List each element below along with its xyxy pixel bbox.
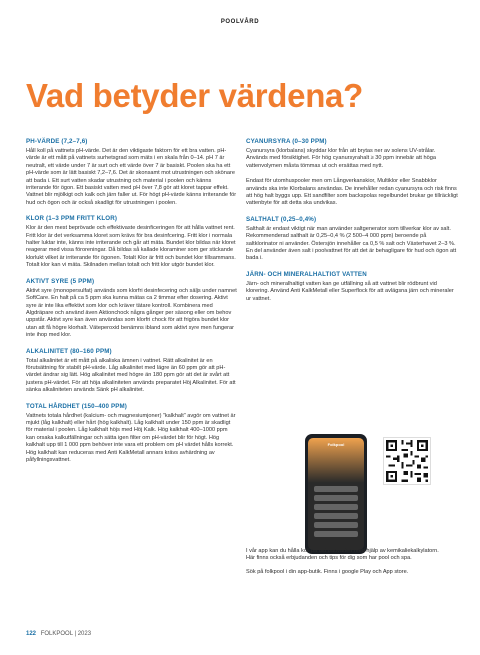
- outdoor-note-block: [246, 178, 458, 208]
- ph-block: [26, 138, 238, 207]
- left-column: [26, 138, 238, 472]
- block-text: Aktivt syre (monopersulfat) används som klorfri desinfecering och säljs under namnet SoftCare. En halt på ca 5 ppm ska kunna mätas ca 2 timmar efter dosering. Aktivt syre är inte lika effektivt som klor och kräver tätare kontroll. Kombinera med Algdräpare och använd även Aktionchock några gånger per säsong eller om behov uppstår. Aktivt syre kan även användas som klorfri chock för att frigöra bundet klor utan att få högre klorhalt. Väteperoxid benämns ibland som aktivt syre men fungerar inte ihop med klor.: [26, 287, 237, 339]
- phone-menu-row: [314, 522, 358, 528]
- block-heading: ALKALINITET (80–160 PPM): [26, 347, 112, 355]
- block-text: Håll koll på vattnets pH-värde. Det är den viktigaste faktorn för ett bra vatten. pH-värde är ett mått på vattnets surhetsgrad som mäts i en skala från 0–14. pH 7 är neutralt, ett värde under 7 är surt och ett värde över 7 är basiskt. Poolen ska ha ett pH-värde som är lätt basiskt 7,2–7,6. Det är skonsamt mot utrustningen och skönare att bada i. Ett surt vatten skadar utrustning och material i poolen och känns irriterande för ögon. Ett basiskt vatten med pH över 7,8 gör att kloret tappar effekt. Vattnet blir mjölkigt och kalk och järn faller ut. För högt pH-värde känns irriterande för hud och ögon och är också skadligt för utrustningen i poolen.: [26, 148, 237, 206]
- block-text: Endast för utomhuspooler men om Långverkanskior, Multiklor eller Snabbklor används ska inte Klorbalans användas. De innehåller redan cyanursyra och risk finns att hög halt byggs upp. Ett sandfilter som backspolas regelbundet brukar ge tillräckligt vattenbyte för att detta ska undvikas.: [246, 178, 458, 207]
- app-promo-text: [246, 548, 446, 582]
- phone-menu-row: [314, 486, 358, 492]
- block-heading: AKTIVT SYRE (5 PPM): [26, 277, 95, 285]
- phone-app-image: [305, 434, 367, 554]
- block-heading: JÄRN- OCH MINERALHALTIGT VATTEN: [246, 270, 367, 278]
- block-text: Vattnets totala hårdhet (kalcium- och magnesiumjoner) ”kalkhalt” avgör om vattnet är mjukt (låg kalkhalt) eller hårt (hög kalkhalt). Låg kalkhalt under 150 ppm är skadligt för material i poolen. Låg kalkhalt höjs med Höj Kalk. Hög kalkhalt 400–1000 ppm kan orsaka kalkutfällningar och sätta igen filter om pH-värdet blir för högt. Hög kalkhalt upp till 1 000 ppm behöver inte vara ett problem om pH värdet hålls korrekt. Hög kalkhalt kan reduceras med Anti KalkMetall annars krävs avhärdning av påfyllningsvattnet.: [26, 412, 236, 463]
- block-text: Cyanursyra (klorbalans) skyddar klor från att brytas ner av solens UV-strålar. Används med försiktighet. För hög cyanursyrahalt ≥ 30 ppm innebär att höga vattenvolymen måsta tömmas ut och ersättas med nytt.: [246, 148, 436, 169]
- app-promo-line: I vår app kan du hålla koll på ditt badvatten med hjälp av kemikaliekalkylatorn. Här finns också erbjudanden och tips för dig som har pool och spa.: [246, 548, 439, 562]
- phone-menu-row: [314, 495, 358, 501]
- page-footer: [26, 631, 91, 637]
- section-tag: POOLVÅRD: [220, 19, 260, 25]
- block-text: Total alkalinitet är ett mått på alkaliska ämnen i vattnet. Rätt alkalinitet är en förutsättning för stabilt pH-värde. Låg alkalinitet med lägre än 60 ppm gör att pH-värdet ändrar sig lätt. Hög alkalinitet med högre än 180 ppm gör att det är svårt att justera pH-värdet. För att höja alkaliniteten används preparatet Höj Alkalinitet. För att sänka alkaliniteten används Sänk pH alkalinitet.: [26, 357, 236, 394]
- headline: Vad betyder värdena?: [26, 77, 363, 114]
- phone-menu-row: [314, 531, 358, 537]
- page-number: 122: [26, 631, 37, 637]
- salinity-block: [246, 216, 458, 263]
- block-heading: PH-VÄRDE (7,2–7,6): [26, 138, 88, 145]
- block-text: Klor är den mest beprövade och effektivaste desinficeringen för att hålla vattnet rent. Fritt klor är det verksamma kloret som krävs för bra desinfcering. Fritt klor i normala halter luktar inte, känns inte irriterande och går att mäta. Bundet klor bildas när kloret reagerar med vissa föroreningar. Då bildas så kallade kloraminer som ger stickande klorlukt vilket är irriterande för ögonen. Totalt Klor är fritt och bundet klor tillsammans. Totalt klor kan vi mäta. Skilnaden mellan totalt och fritt klor utgör bundet klor.: [26, 225, 236, 269]
- app-store-line: Sök på folkpool i din app-butik. Finns i google Play och App store.: [246, 568, 409, 575]
- block-heading: TOTAL HÅRDHET (150–400 PPM): [26, 402, 128, 410]
- chlorine-block: [26, 215, 238, 269]
- hardness-block: [26, 403, 238, 465]
- block-heading: CYANURSYRA (0–30 PPM): [246, 138, 327, 145]
- active-oxygen-block: [26, 278, 238, 340]
- block-heading: SALTHALT (0,25–0,4%): [246, 215, 317, 223]
- magazine-name: FOLKPOOL | 2023: [40, 631, 92, 637]
- block-text: Salthalt är endast viktigt när man använder saltgenerator som tillverkar klor av salt. Rekommenderad salthalt är 0,25–0,4 % (2 500–4 000 ppm) beroende på saltklorinator ni använder. Östersjön innehåller ca 0,5 % salt och Västerhavet 2–3 %. En del använder även salt i poolvattnet för att det är behagligare för hud och ögon att bada i.: [246, 225, 457, 262]
- qr-code[interactable]: [383, 437, 431, 485]
- iron-block: [246, 271, 458, 303]
- block-text: Järn- och mineralhaltigt vatten kan ge utfällning så att vattnet blir rödbrunt vid klorering. Använd Anti KalkMetall eller Superflock för att avlägsna järn och mineraler ur vattnet.: [246, 280, 454, 302]
- cyanuric-block: [246, 138, 458, 170]
- phone-screen-title: Folkpool: [327, 442, 345, 447]
- right-column: [246, 138, 458, 311]
- alkalinity-block: [26, 348, 238, 395]
- block-heading: KLOR (1–3 PPM FRITT KLOR): [26, 215, 118, 223]
- phone-screen: [308, 438, 364, 550]
- phone-menu-row: [314, 513, 358, 519]
- phone-menu-row: [314, 504, 358, 510]
